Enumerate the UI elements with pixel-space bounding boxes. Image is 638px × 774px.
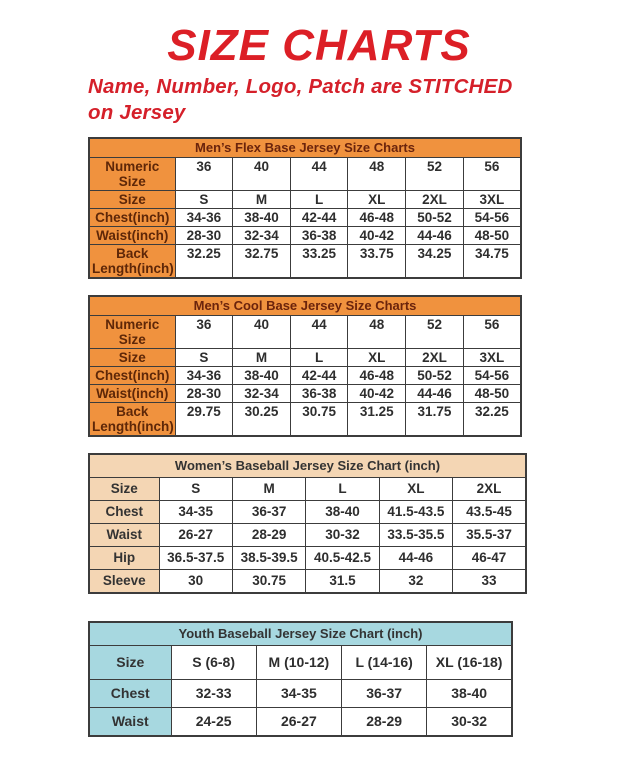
table-title: Men’s Cool Base Jersey Size Charts [89, 296, 521, 316]
table-cell: 36.5-37.5 [159, 547, 232, 570]
row-label: Numeric Size [89, 158, 175, 191]
row-label: Size [89, 191, 175, 209]
row-label: Waist(inch) [89, 227, 175, 245]
table-cell: 30-32 [427, 708, 512, 737]
table-cell: 30.75 [290, 403, 348, 437]
youth-baseball-size-chart [88, 621, 513, 737]
table-cell: 40.5-42.5 [306, 547, 379, 570]
table-cell: 44 [290, 316, 348, 349]
table-cell: M [233, 349, 291, 367]
table-cell: 44-46 [406, 227, 464, 245]
row-label: Numeric Size [89, 316, 175, 349]
table-cell: 46-48 [348, 367, 406, 385]
table-cell: S [175, 191, 233, 209]
table-cell: 36-38 [290, 385, 348, 403]
table-cell: 33 [453, 570, 526, 594]
table-cell: XL [348, 349, 406, 367]
table-cell: 54-56 [463, 367, 521, 385]
row-label: Back Length(inch) [89, 245, 175, 279]
table-cell: L [306, 478, 379, 501]
mens-cool-base-size-chart [88, 295, 522, 437]
table-cell: 2XL [453, 478, 526, 501]
table-cell: 48-50 [463, 385, 521, 403]
table-cell: 38.5-39.5 [232, 547, 305, 570]
page-subtitle-line1: Name, Number, Logo, Patch are STITCHED [88, 75, 513, 98]
table-title: Women’s Baseball Jersey Size Chart (inch) [89, 454, 526, 478]
table-row [89, 570, 526, 594]
table-cell: 31.25 [348, 403, 406, 437]
table-row [89, 708, 512, 737]
table-cell: 30.25 [233, 403, 291, 437]
row-label: Back Length(inch) [89, 403, 175, 437]
table-row [89, 367, 521, 385]
table-cell: 40-42 [348, 227, 406, 245]
table-cell: 2XL [406, 349, 464, 367]
table-cell: 30-32 [306, 524, 379, 547]
table-row [89, 209, 521, 227]
table-cell: 34-35 [159, 501, 232, 524]
mens-flex-base-size-chart [88, 137, 522, 279]
table-cell: L (14-16) [342, 646, 427, 680]
table-cell: 33.75 [348, 245, 406, 279]
row-label: Hip [89, 547, 159, 570]
table-row [89, 646, 512, 680]
table-cell: L [290, 191, 348, 209]
table-cell: 32 [379, 570, 452, 594]
row-label: Size [89, 349, 175, 367]
table-cell: 42-44 [290, 367, 348, 385]
row-label: Chest(inch) [89, 367, 175, 385]
row-label: Sleeve [89, 570, 159, 594]
table-cell: 48 [348, 316, 406, 349]
row-label: Chest [89, 501, 159, 524]
row-label: Chest [89, 680, 171, 708]
table-cell: 50-52 [406, 209, 464, 227]
table-cell: 34.25 [406, 245, 464, 279]
table-title-row [89, 138, 521, 158]
table-cell: 30.75 [232, 570, 305, 594]
table-cell: 52 [406, 158, 464, 191]
row-label: Waist(inch) [89, 385, 175, 403]
table-cell: 2XL [406, 191, 464, 209]
table-cell: 26-27 [159, 524, 232, 547]
table-cell: 36-37 [232, 501, 305, 524]
row-label: Waist [89, 524, 159, 547]
table-row [89, 524, 526, 547]
table-cell: 41.5-43.5 [379, 501, 452, 524]
table-cell: 28-30 [175, 227, 233, 245]
table-cell: S [175, 349, 233, 367]
table-cell: 50-52 [406, 367, 464, 385]
table-cell: 28-29 [232, 524, 305, 547]
table-cell: 34-35 [256, 680, 341, 708]
table-row [89, 547, 526, 570]
table-cell: 28-29 [342, 708, 427, 737]
table-cell: 48 [348, 158, 406, 191]
table-cell: 34-36 [175, 367, 233, 385]
table-row [89, 158, 521, 191]
table-title-row [89, 622, 512, 646]
row-label: Chest(inch) [89, 209, 175, 227]
table-cell: 32-34 [233, 227, 291, 245]
table-cell: S [159, 478, 232, 501]
table-row [89, 316, 521, 349]
table-row [89, 227, 521, 245]
table-cell: 35.5-37 [453, 524, 526, 547]
table-cell: 36-37 [342, 680, 427, 708]
table-row [89, 191, 521, 209]
table-cell: 44 [290, 158, 348, 191]
table-cell: 36-38 [290, 227, 348, 245]
table-cell: 40 [233, 316, 291, 349]
page-subtitle-line2: on Jersey [88, 101, 186, 125]
row-label: Size [89, 478, 159, 501]
table-cell: 54-56 [463, 209, 521, 227]
table-row [89, 680, 512, 708]
table-cell: M [233, 191, 291, 209]
table-cell: M (10-12) [256, 646, 341, 680]
page-header [0, 21, 638, 126]
table-cell: 3XL [463, 191, 521, 209]
table-title-row [89, 296, 521, 316]
table-cell: 48-50 [463, 227, 521, 245]
table-cell: 34.75 [463, 245, 521, 279]
table-cell: XL (16-18) [427, 646, 512, 680]
table-cell: 40 [233, 158, 291, 191]
table-cell: 31.75 [406, 403, 464, 437]
table-cell: 33.5-35.5 [379, 524, 452, 547]
page-title: SIZE CHARTS [167, 21, 471, 70]
table-cell: 44-46 [406, 385, 464, 403]
page-subtitle [88, 74, 548, 126]
table-cell: L [290, 349, 348, 367]
table-cell: 31.5 [306, 570, 379, 594]
table-cell: 46-47 [453, 547, 526, 570]
table-cell: 3XL [463, 349, 521, 367]
table-row [89, 349, 521, 367]
womens-baseball-size-chart [88, 453, 527, 594]
table-cell: 29.75 [175, 403, 233, 437]
table-cell: XL [379, 478, 452, 501]
table-title-row [89, 454, 526, 478]
table-row [89, 403, 521, 437]
table-cell: M [232, 478, 305, 501]
table-row [89, 501, 526, 524]
table-cell: 32.25 [463, 403, 521, 437]
table-cell: 32-34 [233, 385, 291, 403]
table-cell: 56 [463, 316, 521, 349]
table-cell: 26-27 [256, 708, 341, 737]
table-cell: 36 [175, 316, 233, 349]
table-cell: S (6-8) [171, 646, 256, 680]
table-cell: 34-36 [175, 209, 233, 227]
table-cell: 38-40 [233, 209, 291, 227]
table-cell: 56 [463, 158, 521, 191]
table-cell: 46-48 [348, 209, 406, 227]
table-row [89, 245, 521, 279]
table-row [89, 385, 521, 403]
table-cell: 36 [175, 158, 233, 191]
table-cell: 43.5-45 [453, 501, 526, 524]
table-cell: 38-40 [306, 501, 379, 524]
table-title: Men’s Flex Base Jersey Size Charts [89, 138, 521, 158]
table-cell: 44-46 [379, 547, 452, 570]
table-cell: XL [348, 191, 406, 209]
table-cell: 32.75 [233, 245, 291, 279]
table-cell: 24-25 [171, 708, 256, 737]
table-cell: 40-42 [348, 385, 406, 403]
row-label: Size [89, 646, 171, 680]
table-cell: 30 [159, 570, 232, 594]
table-row [89, 478, 526, 501]
table-cell: 42-44 [290, 209, 348, 227]
size-tables-section [88, 137, 638, 737]
table-cell: 52 [406, 316, 464, 349]
table-cell: 28-30 [175, 385, 233, 403]
table-cell: 38-40 [427, 680, 512, 708]
row-label: Waist [89, 708, 171, 737]
table-cell: 32.25 [175, 245, 233, 279]
table-cell: 38-40 [233, 367, 291, 385]
table-cell: 33.25 [290, 245, 348, 279]
table-title: Youth Baseball Jersey Size Chart (inch) [89, 622, 512, 646]
table-cell: 32-33 [171, 680, 256, 708]
